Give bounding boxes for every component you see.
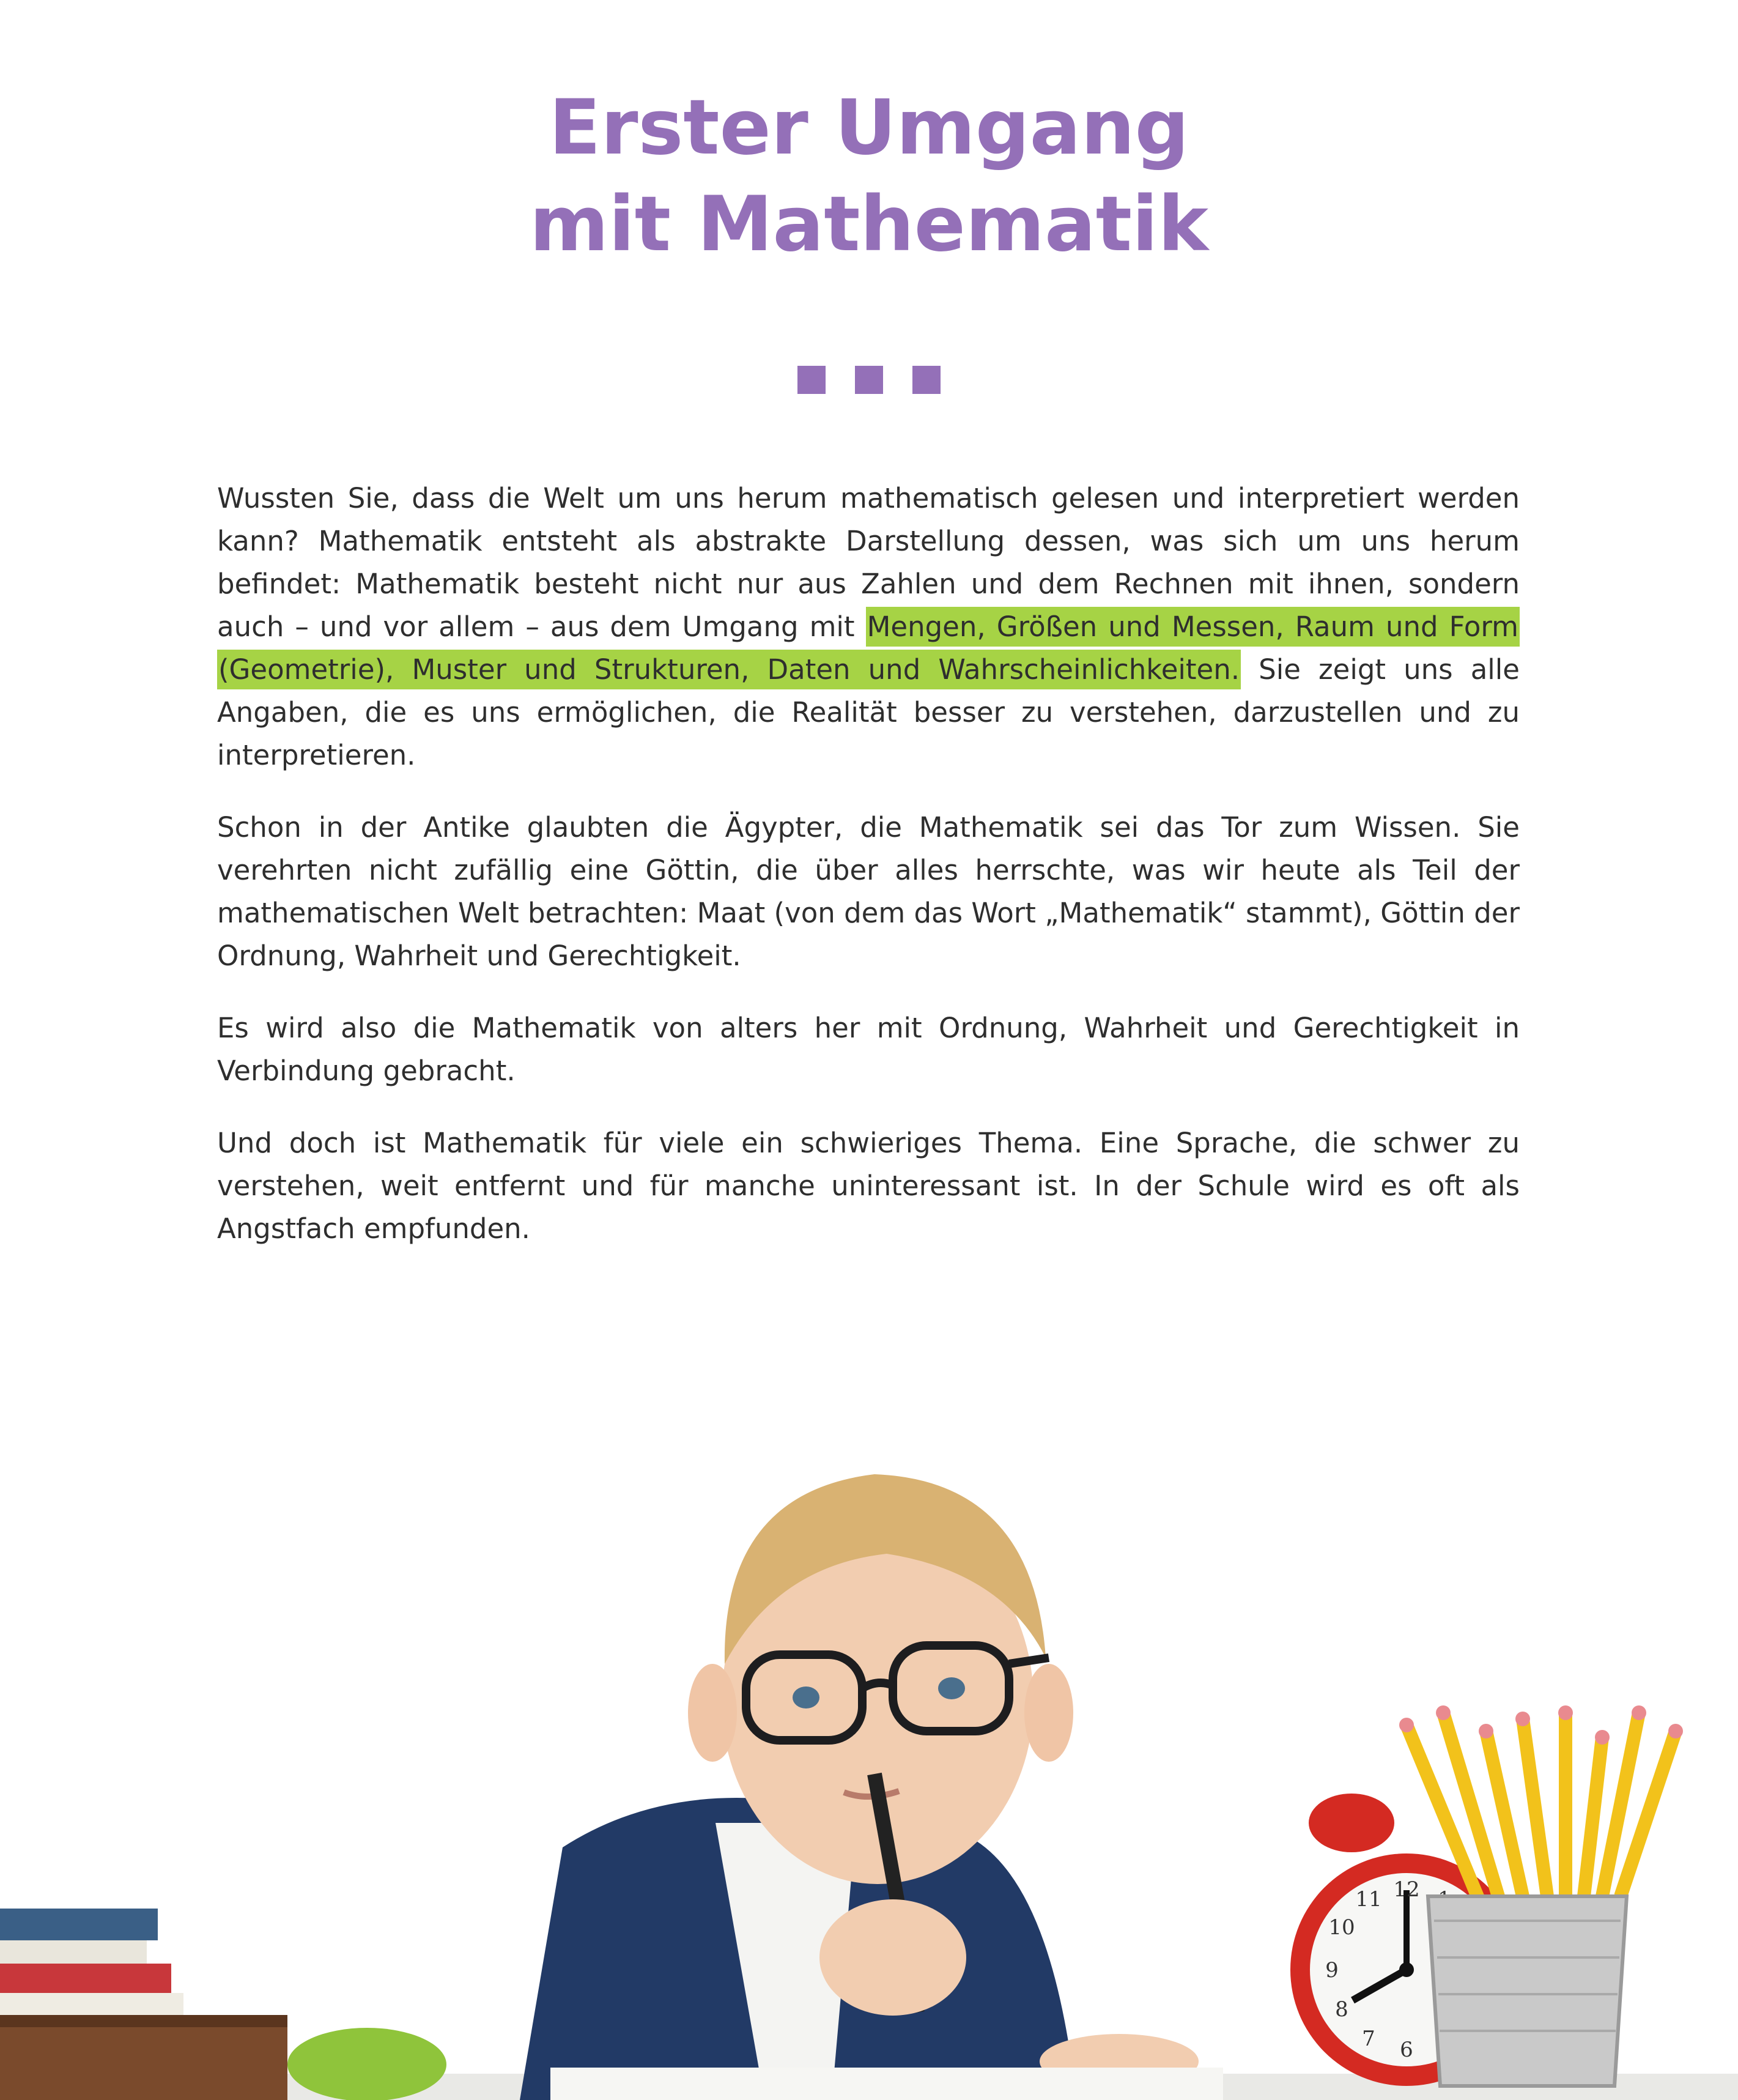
paragraph-1 bbox=[217, 477, 1520, 777]
body-text bbox=[217, 477, 1520, 1280]
page-title bbox=[0, 80, 1738, 273]
square-dot-icon bbox=[797, 366, 826, 394]
paragraph-1-intro: Wussten Sie, dass die Welt um uns herum mathematisch gelesen und interpretiert werden kann? Mathematik entsteht als abstrakte Darstellung dessen, was sich um uns herum befindet: Mathematik besteht nicht nur aus Zahlen und dem Rechnen mit ihnen, sondern auch – und vor allem – aus dem Umgang mit bbox=[217, 482, 1520, 643]
clock-numeral: 9 bbox=[1325, 1958, 1339, 1983]
clock-numeral: 6 bbox=[1400, 2038, 1413, 2062]
paragraph-4: Und doch ist Mathematik für viele ein schwieriges Thema. Eine Sprache, die schwer zu verstehen, weit entfernt und für manche uninteressant ist. In der Schule wird es oft als Angstfach empfunden. bbox=[217, 1127, 1520, 1245]
clock-numeral: 7 bbox=[1362, 2027, 1375, 2051]
title-line-1: Erster Umgang bbox=[549, 84, 1189, 172]
square-dot-icon bbox=[855, 366, 883, 394]
pencil-case-icon bbox=[287, 2028, 446, 2100]
book-stack-icon bbox=[0, 1909, 287, 2100]
paragraph-2: Schon in der Antike glaubten die Ägypter, die Mathematik sei das Tor zum Wissen. Sie verehrten nicht zufällig eine Göttin, die über alles herrschte, was wir heute als Teil der mathematischen Welt betrachten: Maat (von dem das Wort „Mathematik“ stammt), Göttin der Ordnung, Wahrheit und Gerechtigkeit. bbox=[217, 811, 1520, 972]
paragraph-3: Es wird also die Mathematik von alters her mit Ordnung, Wahrheit und Gerechtigkeit in Verbindung gebracht. bbox=[217, 1012, 1520, 1087]
clock-numeral: 11 bbox=[1355, 1887, 1382, 1912]
title-line-2: mit Mathematik bbox=[529, 180, 1208, 269]
clock-numeral: 10 bbox=[1328, 1915, 1355, 1940]
decorative-dots bbox=[0, 366, 1738, 394]
paper-sheets bbox=[550, 2068, 1223, 2100]
highlighted-topics: Mengen, Größen und Messen, Raum und Form (Geometrie), Muster und Strukturen, Daten und Wahrscheinlichkeiten. bbox=[217, 607, 1520, 689]
clock-numeral: 8 bbox=[1335, 1997, 1348, 2022]
paragraph-1-outro: Sie zeigt uns alle Angaben, die es uns ermöglichen, die Realität besser zu verstehen, darzustellen und zu interpretieren. bbox=[217, 653, 1520, 771]
boy-hand bbox=[819, 1899, 966, 2016]
clock-numeral: 12 bbox=[1393, 1877, 1420, 1902]
photo-boy-at-desk bbox=[0, 1370, 1738, 2100]
square-dot-icon bbox=[912, 366, 941, 394]
pencil-cup-icon bbox=[1399, 1705, 1683, 2086]
